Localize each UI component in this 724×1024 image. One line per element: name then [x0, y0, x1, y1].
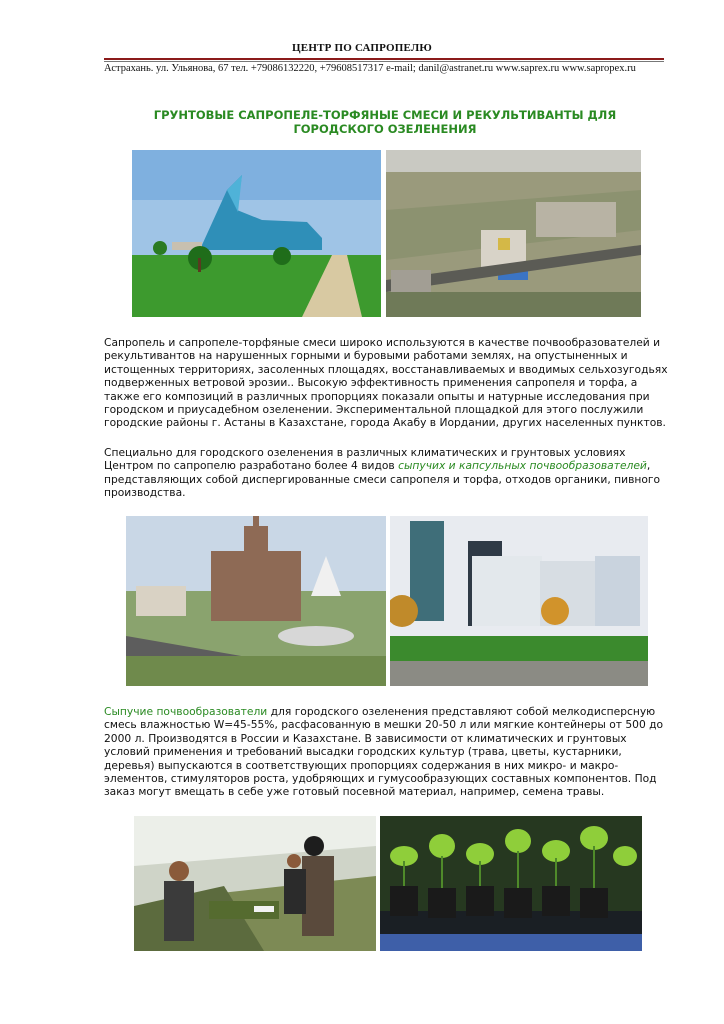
granular-lead: Сыпучие почвообразователи	[104, 705, 268, 718]
photo-aerial-mosque	[386, 150, 641, 317]
header-divider-thin	[104, 61, 664, 62]
paragraph-intro: Сапропель и сапропеле-торфяные смеси широко используются в качестве почвообразователей и рекультивантов на нарушенных горными и буровыми работами землях, на опустыненных и истощенных территориях, засоленных площадях, восстанавливаемых и вводимых сельхозугодьях подверженных ветровой эрозии.. Высокую эффективность применения сапропеля и торфа, а также его композиций в различных пропорциях показали опыты и натурные исследования при городском и приусадебном озеленении. Экспериментальной площадкой для этого послужили городские районы г. Астаны в Казахстане, города Акабу в Иордании, других населенных пунктов.	[104, 336, 668, 430]
granular-soil-formers-link[interactable]: сыпучих и капсульных почвообразователей	[398, 459, 647, 473]
header-divider	[104, 58, 664, 60]
paragraph-development-before: Специально для городского озеленения в различных климатических и грунтовых условиях Центром по сапропелю разработано более 4 видов	[104, 446, 626, 473]
paragraph-granular	[104, 705, 672, 799]
header-title: ЦЕНТР ПО САПРОПЕЛЮ	[292, 42, 432, 54]
photo-city-panorama	[126, 516, 386, 686]
photo-concert-hall	[132, 150, 381, 317]
paragraph-development-after: , представляющих собой диспергированные смеси сапропеля и торфа, отходов органики, пивного производства.	[104, 459, 661, 500]
photo-potted-seedlings	[380, 816, 642, 951]
page-title: ГРУНТОВЫЕ САПРОПЕЛЕ-ТОРФЯНЫЕ СМЕСИ И РЕКУЛЬТИВАНТЫ ДЛЯ ГОРОДСКОГО ОЗЕЛЕНЕНИЯ	[153, 108, 617, 136]
photo-business-district	[390, 516, 648, 686]
header-contacts: Астрахань. ул. Ульянова, 67 тел. +79086132220, +79608517317 e-mail; danil@astranet.ru www.saprex.ru www.sapropex.ru	[104, 63, 636, 74]
photo-greenhouse-workers	[134, 816, 376, 951]
granular-text: для городского озеленения представляют собой мелкодисперсную смесь влажностью W=45-55%, расфасованную в мешки 20-50 л или мягкие контейнеры от 500 до 2000 л. Производятся в России и Казахстане. В зависимости от климатических и грунтовых условий применения и требований высадки городских культур (трава, цветы, кустарники, деревья) выпускаются в соответствующих пропорциях содержания в них микро- и макро- элементов, стимуляторов роста, удобряющих и гумусообразующих составных компонентов. Под заказ могут вмещать в себе уже готовый посевной материал, например, семена травы.	[104, 705, 664, 799]
paragraph-development	[104, 446, 672, 500]
